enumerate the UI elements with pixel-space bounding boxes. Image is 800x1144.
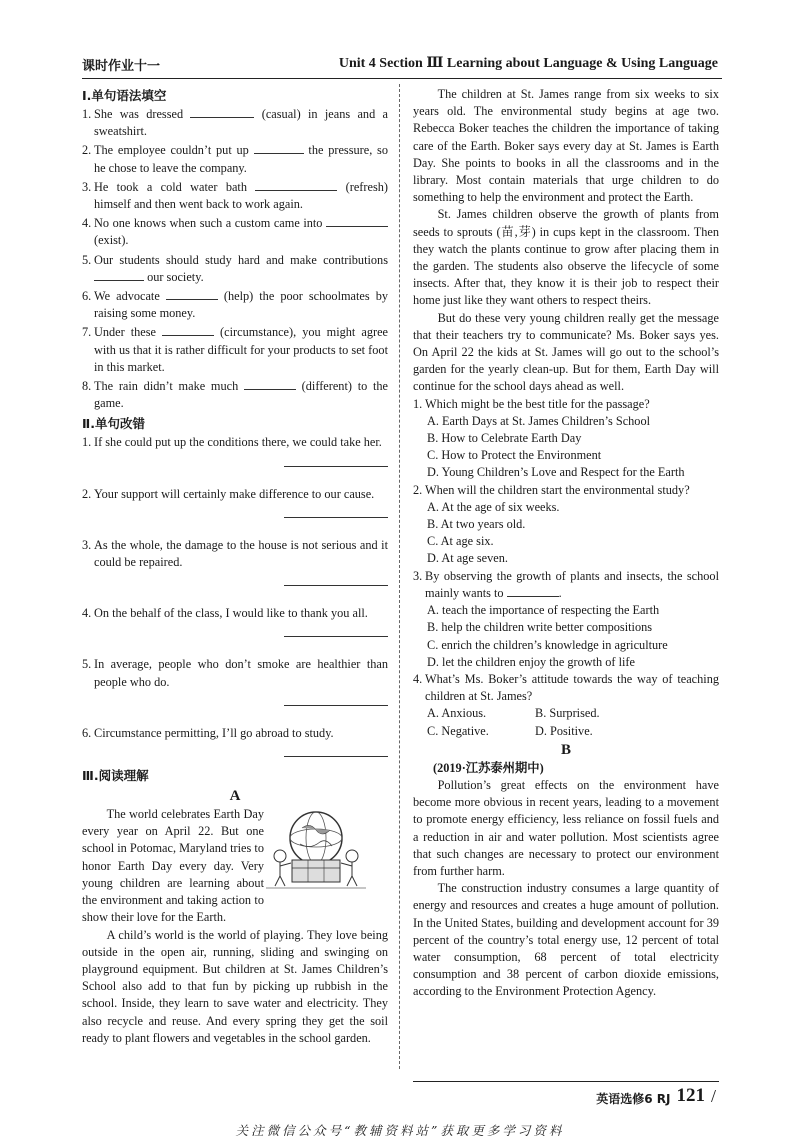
answer-blank[interactable]	[326, 215, 388, 227]
passage-a-label: A	[229, 788, 241, 805]
correction-item: 4. On the behalf of the class, I would like to thank you all.	[82, 606, 368, 621]
page-number: 121	[676, 1085, 705, 1106]
passage-a-paragraph: St. James children observe the growth of plants from seeds to sprouts (苗,芽) in cups kept in the classroom. Then they watch the plants continue to grow after placing them in the garden. The students also observe the lifecycle of some insects. After that, they know it is their job to respect their home just like they want others to respect theirs.	[413, 207, 719, 308]
answer-line[interactable]	[82, 452, 388, 472]
reading-question: 4. What’s Ms. Boker’s attitude towards the way of teaching children at St. James?	[413, 671, 719, 704]
reading-question: 3. By observing the growth of plants and insects, the school mainly wants to .	[413, 568, 719, 600]
option[interactable]: D. Young Children’s Love and Respect for the Earth	[427, 465, 685, 480]
option[interactable]: A. teach the importance of respecting the Earth	[427, 603, 660, 618]
passage-b-paragraph: Pollution’s great effects on the environment have become more obvious in recent years, leading to a movement to promote energy efficiency, less reliance on fossil fuels and a reduction in air and water pollution. Most scientists agree that such changes are necessary to protect our environment from further harm.	[413, 777, 719, 878]
right-column	[413, 86, 719, 1001]
watermark: 关注微信公众号“教辅资料站”获取更多学习资料	[235, 1123, 565, 1138]
correction-item: 6. Circumstance permitting, I’ll go abroad to study.	[82, 725, 334, 740]
answer-line[interactable]	[82, 571, 388, 591]
reading-question: 1. Which might be the best title for the passage?	[413, 396, 650, 411]
grammar-item: 7. Under these (circumstance), you might agree with us that it is rather difficult for your products to set foot in this market.	[82, 325, 388, 374]
option[interactable]: C. How to Protect the Environment	[427, 448, 602, 463]
unit-title: Unit 4 Section Ⅲ Learning about Language & Using Language	[338, 56, 718, 71]
answer-blank[interactable]	[94, 269, 144, 281]
answer-line[interactable]	[82, 622, 388, 642]
grammar-item: 8. The rain didn’t make much (different) to the game.	[82, 379, 389, 411]
answer-blank[interactable]	[244, 378, 296, 390]
book-name: 英语选修6 RJ	[596, 1092, 671, 1106]
option[interactable]: A. Anxious.	[427, 706, 487, 721]
page-footer	[596, 1085, 716, 1107]
column-divider	[399, 84, 400, 1069]
answer-line[interactable]	[82, 742, 388, 762]
passage-a-paragraph: The world celebrates Earth Day every year on April 22. But one school in Potomac, Maryland tries to honor Earth Day every day. Very young children are learning about the environment and taking action to show their love for the Earth.	[82, 807, 264, 925]
passage-b-paragraph: The construction industry consumes a large quantity of energy and resources and creates a huge amount of pollution. In the United States, building and development account for 39 percent of the country’s total energy use, 12 percent of total water consumption, 68 percent of total electricity consumption and 38 percent of carbon dioxide emissions, according to the Environment Protection Agency.	[413, 881, 719, 999]
passage-a-paragraph: But do these very young children really get the message that their teachers try to communicate? Ms. Boker says yes. On April 22 the kids at St. James will go out to the school’s garden for the yearly clean-up. But for them, Earth Day will continue for the school days ahead as well.	[413, 310, 719, 394]
reading-question: 2. When will the children start the environmental study?	[413, 482, 690, 497]
answer-blank[interactable]	[166, 288, 218, 300]
page-header	[82, 55, 718, 77]
passage-a-paragraph: A child’s world is the world of playing. They love being outside in the open air, running, sliding and swinging on playground equipment. But children at St. James Children’s School also add to that fun by picking up rubbish in the school. Inside, they learn to save water and electricity. They also recycle and reuse. And every spring they get the soil ready to plant flowers and vegetables in the school garden.	[82, 927, 388, 1045]
grammar-item: 2. The employee couldn’t put up the pressure, so he chose to leave the company.	[82, 143, 388, 175]
footer-slash: /	[710, 1086, 716, 1106]
option-row	[413, 723, 719, 740]
answer-blank[interactable]	[190, 106, 254, 118]
option-row	[413, 705, 719, 722]
passage-b-source: (2019·江苏泰州期中)	[433, 760, 544, 775]
correction-item: 1. If she could put up the conditions there, we could take her.	[82, 435, 382, 450]
passage-b-label: B	[560, 741, 571, 758]
lesson-title: 课时作业十一	[82, 59, 161, 74]
passage-a-paragraph: The children at St. James range from six weeks to six years old. The environmental study begins at age two. Rebecca Boker teaches the children the importance of taking care of the Earth. Boker says every day at St. James is Earth Day. She points to books in all the classrooms and in the library. Most contain materials that urge children to do something to help the environment and protect the Earth.	[413, 87, 719, 205]
section3-title: Ⅲ.阅读理解	[82, 768, 149, 784]
option[interactable]: A. At the age of six weeks.	[427, 499, 560, 514]
grammar-item: 5. Our students should study hard and make contributions our society.	[82, 252, 388, 284]
section1-title: Ⅰ.单句语法填空	[82, 88, 167, 103]
answer-blank[interactable]	[255, 179, 337, 191]
header-rule	[82, 78, 722, 79]
answer-line[interactable]	[82, 691, 388, 711]
correction-item: 5. In average, people who don’t smoke are healthier than people who do.	[82, 657, 388, 689]
option[interactable]: B. help the children write better compositions	[427, 620, 653, 635]
left-column	[82, 86, 388, 1047]
grammar-item: 3. He took a cold water bath (refresh) himself and then went back to work again.	[82, 179, 388, 212]
option[interactable]: B. At two years old.	[427, 517, 526, 532]
option[interactable]: D. let the children enjoy the growth of life	[427, 654, 635, 669]
section2-title: Ⅱ.单句改错	[82, 416, 145, 432]
option[interactable]: A. Earth Days at St. James Children’s School	[427, 413, 651, 428]
correction-item: 3. As the whole, the damage to the house is not serious and it could be repaired.	[82, 537, 388, 570]
correction-item: 2. Your support will certainly make difference to our cause.	[82, 486, 375, 501]
answer-blank[interactable]	[254, 142, 304, 154]
answer-line[interactable]	[82, 503, 388, 523]
grammar-item: 1. She was dressed (casual) in jeans and a sweatshirt.	[82, 107, 388, 139]
option[interactable]: C. At age six.	[427, 534, 494, 549]
option[interactable]: C. enrich the children’s knowledge in agriculture	[427, 637, 668, 652]
option[interactable]: C. Negative.	[427, 723, 489, 738]
grammar-item: 4. No one knows when such a custom came into (exist).	[82, 215, 388, 249]
option[interactable]: B. How to Celebrate Earth Day	[427, 431, 582, 446]
footer-rule	[413, 1081, 719, 1082]
option[interactable]: B. Surprised.	[535, 706, 600, 721]
grammar-item: 6. We advocate (help) the poor schoolmates by raising some money.	[82, 289, 389, 321]
answer-blank[interactable]	[162, 324, 214, 336]
option[interactable]: D. At age seven.	[427, 551, 508, 566]
earth-day-illustration	[262, 808, 370, 890]
option[interactable]: D. Positive.	[535, 723, 593, 738]
answer-blank[interactable]	[507, 585, 559, 597]
